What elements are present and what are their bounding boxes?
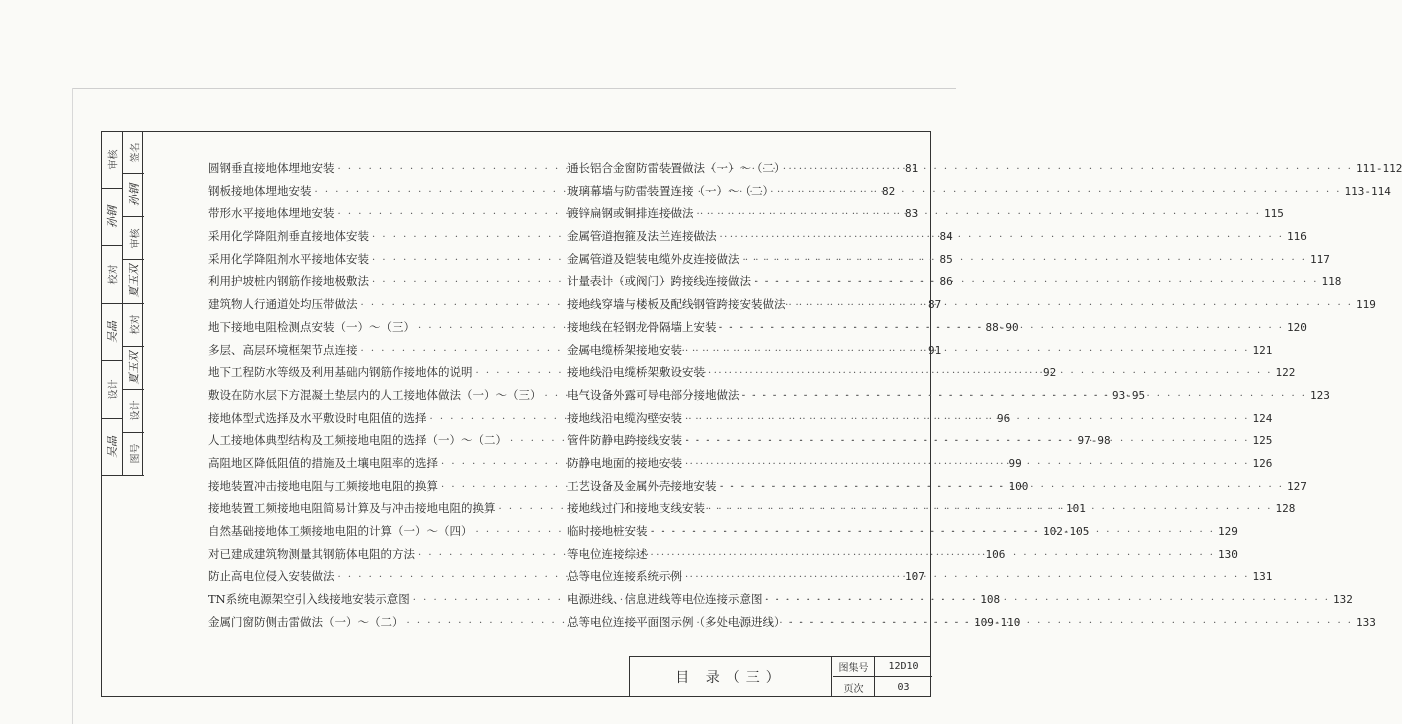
toc-entry-page: 122	[1275, 366, 1296, 380]
signature-text: 吴晶	[106, 435, 119, 458]
toc-entry-page: 83	[904, 207, 919, 221]
title-block	[629, 656, 931, 697]
toc-entry-title: 防静电地面的接地安装	[567, 455, 682, 470]
signature-label-cell	[123, 217, 144, 260]
atlas-label: 图集号	[833, 657, 875, 676]
toc-entry-title: 金属门窗防侧击雷做法（一）～（二）	[208, 614, 404, 629]
signature-label-cell	[123, 131, 144, 174]
toc-entry-page: 106	[985, 547, 1006, 561]
toc-entry-title: 地下工程防水等级及利用基础内钢筋作接地体的说明	[208, 365, 473, 380]
toc-entry-title: 玻璃幕墙与防雷装置连接（一）～（二）	[567, 183, 774, 198]
toc-leader-dots	[648, 547, 1218, 561]
toc-leader-dots	[786, 615, 1356, 629]
toc-entry-page: 109-110	[973, 615, 1021, 629]
signature-label: 审核	[130, 228, 141, 249]
toc-entry-page: 99	[1008, 456, 1022, 470]
toc-entry-title: 接地线在轻钢龙骨隔墙上安装	[567, 319, 717, 334]
toc-entry-title: 等电位连接综述	[567, 546, 648, 561]
signature-label: 审核	[108, 149, 120, 170]
signature-text: 孙钢	[127, 184, 141, 207]
toc-entry-page: 117	[1309, 252, 1330, 266]
toc-leader-dots	[786, 300, 1356, 311]
toc-entry-page: 128	[1275, 502, 1296, 516]
toc-entry-page: 124	[1252, 411, 1273, 425]
page-label: 页次	[833, 677, 875, 697]
signature-column-inner	[123, 131, 144, 475]
toc-entry-title: 电气设备外露可导电部分接地做法	[567, 387, 740, 402]
toc-entry-page: 120	[1286, 320, 1307, 334]
signature-text: 夏玉双	[127, 264, 141, 298]
toc-entry-page: 130	[1217, 547, 1238, 561]
toc-entry-title: 多层、高层环境框架节点连接	[208, 342, 358, 357]
toc-entry-page: 126	[1252, 456, 1273, 470]
toc-entry-page: 108	[980, 593, 1001, 607]
toc-entry-page: 132	[1332, 593, 1353, 607]
toc-entry-page: 97-98	[1077, 434, 1111, 448]
toc-entry-page: 119	[1355, 298, 1376, 312]
toc-entry-title: 通长铝合金窗防雷装置做法（一）～（二）	[567, 161, 786, 175]
toc-entry-title: 总等电位连接平面图示例（多处电源进线）	[567, 614, 786, 629]
signature-label: 图号	[130, 443, 141, 464]
toc-entry-page: 127	[1286, 479, 1307, 493]
toc-entry-page: 91	[927, 343, 942, 357]
toc-entry-page: 133	[1355, 615, 1376, 629]
signature-text: 夏玉双	[127, 351, 141, 385]
toc-entry-title: 接地装置冲击接地电阻与工频接地电阻的换算	[208, 478, 438, 493]
toc-entry-title: 接地线沿电缆沟壁安装	[567, 410, 682, 425]
toc-entry-page: 118	[1321, 275, 1342, 289]
toc-leader-dots	[740, 388, 1310, 402]
signature-strip	[101, 131, 143, 476]
toc-entry-page: 121	[1252, 343, 1273, 357]
signature-column-outer	[102, 131, 123, 475]
toc-entry-title: 对已建成建筑物测量其钢筋体电阻的方法	[208, 546, 415, 561]
atlas-number: 12D10	[888, 661, 919, 672]
toc-leader-dots	[682, 436, 1252, 447]
toc-entry-title: 人工接地体典型结构及工频接地电阻的选择（一）～（二）	[208, 433, 507, 448]
toc-entry-title: 带形水平接地体埋地安装	[208, 206, 335, 221]
toc-entry-page: 86	[939, 275, 953, 289]
toc-entry-title: 采用化学降阻剂垂直接地体安装	[208, 229, 369, 244]
toc-leader-dots	[705, 504, 1275, 515]
toc-leader-dots	[648, 527, 1218, 538]
signature-label-cell	[123, 390, 144, 433]
toc-entry-page: 87	[927, 298, 942, 312]
toc-entry-title: 建筑物人行通道处均压带做法	[208, 297, 358, 312]
toc-entry-title: 钢板接地体埋地安装	[208, 183, 312, 198]
toc-leader-dots	[682, 411, 1252, 425]
signature-label-cell	[102, 246, 122, 304]
toc-entry-title: 接地装置工频接地电阻简易计算及与冲击接地电阻的换算	[208, 501, 496, 516]
signature-label-cell	[123, 433, 144, 476]
toc-leader-dots	[682, 456, 1252, 470]
toc-entry-page: 111-112	[1355, 162, 1402, 175]
title-block-grid	[833, 657, 932, 697]
signature-cell	[123, 260, 144, 303]
toc-entry-title: 金属电缆桥架接地安装	[567, 342, 682, 357]
toc-entry-page: 116	[1286, 230, 1307, 244]
toc-entry-page: 84	[939, 230, 953, 244]
toc-leader-dots	[740, 252, 1310, 266]
toc-entry-title: 敷设在防水层下方混凝土垫层内的人工接地体做法（一）～（三）	[208, 387, 542, 402]
toc-entry-page: 101	[1065, 502, 1086, 516]
toc-entry-title: 接地体型式选择及水平敷设时电阻值的选择	[208, 410, 427, 425]
signature-cell	[102, 189, 122, 247]
signature-cell	[123, 174, 144, 217]
signature-label-cell	[123, 304, 144, 347]
toc-entry-title: 接地线过门和接地支线安装	[567, 501, 705, 516]
signature-cell	[102, 419, 122, 477]
toc-entry-title: 地下接地电阻检测点安装（一）～（三）	[208, 319, 415, 334]
signature-text: 吴晶	[106, 320, 119, 343]
toc-entry-title: 计量表计（或阀门）跨接线连接做法	[567, 274, 751, 289]
toc-entry-title: TN系统电源架空引入线接地安装示意图	[208, 592, 410, 607]
toc-leader-dots	[717, 320, 1287, 334]
toc-entry-page: 123	[1309, 388, 1330, 402]
signature-label: 设计	[130, 400, 141, 421]
toc-leader-dots	[763, 595, 1333, 606]
toc-entry-page: 96	[996, 411, 1011, 425]
toc-entry-title: 利用护坡桩内钢筋作接地极敷法	[208, 274, 369, 289]
toc-entry-page: 85	[939, 252, 953, 266]
toc-entry-page: 93-95	[1111, 388, 1146, 402]
toc-leader-dots	[751, 277, 1321, 288]
toc-leader-dots	[717, 479, 1287, 493]
toc-entry-page: 131	[1252, 570, 1273, 584]
signature-cell	[123, 347, 144, 390]
toc-entry-title: 圆钢垂直接地体埋地安装	[208, 161, 335, 175]
signature-label: 签名	[130, 142, 141, 163]
signature-text: 孙钢	[106, 205, 119, 228]
toc-entry-page: 82	[881, 184, 896, 198]
toc-leader-dots	[774, 184, 1344, 198]
toc-leader-dots	[717, 232, 1287, 243]
toc-entry-page: 115	[1263, 207, 1284, 221]
toc-entry-page: 113-114	[1344, 184, 1391, 198]
toc-entry-title: 工艺设备及金属外壳接地安装	[567, 478, 717, 493]
toc-leader-dots	[682, 343, 1252, 357]
signature-label: 设计	[108, 379, 120, 400]
signature-label: 校对	[108, 264, 120, 285]
page-number: 03	[897, 681, 910, 693]
signature-label: 校对	[130, 314, 141, 335]
toc-entry-title: 管件防静电跨接线安装	[567, 433, 682, 448]
toc-entry-title: 接地线穿墙与楼板及配线钢管跨接安装做法	[567, 297, 786, 312]
toc-entry-title: 高阻地区降低阻值的措施及土壤电阻率的选择	[208, 455, 438, 470]
toc-entry-title: 接地线沿电缆桥架敷设安装	[567, 365, 705, 380]
signature-label-cell	[102, 131, 122, 189]
toc-entry-title: 镀锌扁钢或铜排连接做法	[567, 206, 694, 221]
toc-entry-title: 总等电位连接系统示例	[567, 569, 682, 584]
sheet-left-edge	[72, 88, 73, 724]
signature-cell	[102, 304, 122, 362]
toc-leader-dots	[694, 209, 1264, 220]
toc-entry-title: 金属管道及铠装电缆外皮连接做法	[567, 251, 740, 266]
toc-entry-page: 81	[904, 162, 919, 175]
toc-leader-dots	[786, 164, 1356, 175]
toc-entry-page: 102-105	[1042, 525, 1090, 538]
toc-entry-page: 129	[1217, 525, 1238, 538]
toc-entry-page: 100	[1008, 479, 1029, 493]
toc-entry-page: 92	[1042, 366, 1057, 380]
toc-entry-page: 107	[904, 570, 925, 584]
toc-entry-title: 防止高电位侵入安装做法	[208, 569, 335, 584]
toc-entry-title: 采用化学降阻剂水平接地体安装	[208, 251, 369, 266]
toc-entry-title: 自然基础接地体工频接地电阻的计算（一）～（四）	[208, 524, 473, 538]
toc-entry-page: 88-90	[985, 320, 1019, 334]
toc-entry-page: 125	[1252, 434, 1273, 448]
signature-label-cell	[102, 361, 122, 419]
toc-leader-dots	[682, 572, 1252, 583]
toc-leader-dots	[705, 368, 1275, 379]
toc-entry-title: 电源进线、信息进线等电位连接示意图	[567, 592, 763, 607]
toc-entry-title: 临时接地桩安装	[567, 524, 648, 538]
sheet-top-edge	[72, 88, 956, 89]
toc-entry-title: 金属管道抱箍及法兰连接做法	[567, 229, 717, 244]
sheet-title: 目 录（三）	[630, 657, 832, 697]
